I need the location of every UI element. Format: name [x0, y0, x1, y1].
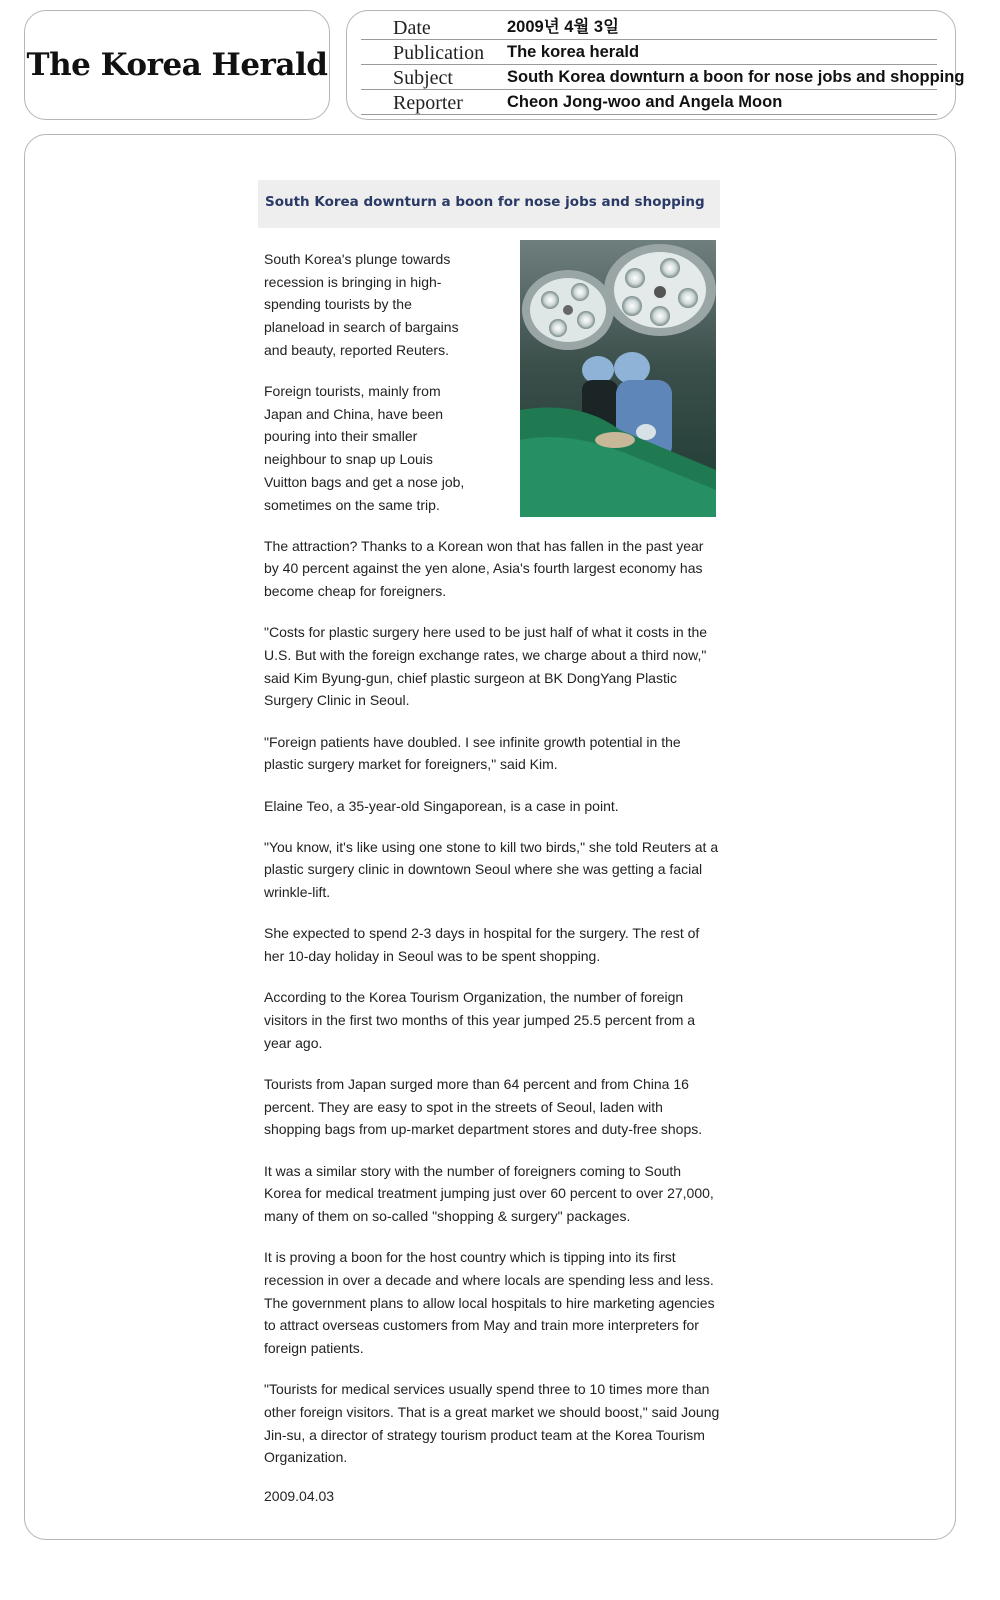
article-paragraph: It was a similar story with the number of foreigners coming to South Korea for medical treatment jumping just over 60 percent to over 27,000, many of them on so-called "shopping & surgery" packages. [264, 1162, 714, 1224]
meta-row-publication [361, 40, 937, 65]
article-paragraph: Foreign tourists, mainly from Japan and China, have been pouring into their smaller neighbour to snap up Louis Vuitton bags and get a nose job, sometimes on the same trip. [264, 383, 465, 513]
article-body [264, 248, 722, 1487]
meta-row-date [361, 15, 937, 40]
publication-value: The korea herald [507, 43, 640, 61]
article-paragraph: Elaine Teo, a 35-year-old Singaporean, is a case in point. [264, 797, 619, 814]
meta-row-subject [361, 65, 965, 90]
article-title-bar [258, 180, 720, 228]
article-paragraph: According to the Korea Tourism Organization, the number of foreign visitors in the first two months of this year jumped 25.5 percent from a year ago. [264, 989, 696, 1051]
date-value: 2009년 4월 3일 [507, 18, 620, 36]
meta-row-reporter [361, 90, 937, 115]
article-paragraph: "Costs for plastic surgery here used to be just half of what it costs in the U.S. But with the foreign exchange rates, we charge about a third now," said Kim Byung-gun, chief plastic surgeon at BK DongYang Plastic Surgery Clinic in Seoul. [264, 624, 708, 709]
masthead-logo-box [24, 10, 330, 120]
article-paragraph: "Foreign patients have doubled. I see infinite growth potential in the plastic surgery market for foreigners," said Kim. [264, 733, 681, 773]
reporter-label: Reporter [393, 92, 463, 114]
korea-herald-logo: The Korea Herald [26, 47, 328, 83]
subject-value: South Korea downturn a boon for nose jobs and shopping [507, 68, 965, 86]
article-paragraph: Tourists from Japan surged more than 64 percent and from China 16 percent. They are easy to spot in the streets of Seoul, laden with shopping bags from up-market department stores and duty-free shops. [264, 1075, 703, 1138]
article-paragraph: "You know, it's like using one stone to kill two birds," she told Reuters at a plastic surgery clinic in downtown Seoul where she was getting a facial wrinkle-lift. [264, 838, 719, 901]
article-paragraph: South Korea's plunge towards recession is bringing in high-spending tourists by the planeload in search of bargains and beauty, reported Reuters. [264, 251, 459, 358]
subject-label: Subject [393, 67, 453, 89]
article-date-line: 2009.04.03 [264, 1488, 335, 1504]
publication-label: Publication [393, 42, 485, 64]
article-title: South Korea downturn a boon for nose jobs and shopping [265, 194, 705, 210]
article-paragraph: The attraction? Thanks to a Korean won that has fallen in the past year by 40 percent against the yen alone, Asia's fourth largest economy has become cheap for foreigners. [264, 537, 704, 600]
date-label: Date [393, 17, 431, 39]
article-paragraph: "Tourists for medical services usually spend three to 10 times more than other foreign visitors. That is a great market we should boost," said Joung Jin-su, a director of strategy tourism product team at the Korea Tourism Organization. [264, 1381, 720, 1466]
article-paragraph: It is proving a boon for the host country which is tipping into its first recession in over a decade and where locals are spending less and less. The government plans to allow local hospitals to hire marketing agencies to attract overseas customers from May and train more interpreters for foreign patients. [264, 1249, 715, 1356]
article-paragraph: She expected to spend 2-3 days in hospital for the surgery. The rest of her 10-day holiday in Seoul was to be spent shopping. [264, 925, 700, 965]
article-metadata-box [346, 10, 965, 120]
reporter-value: Cheon Jong-woo and Angela Moon [507, 93, 783, 111]
